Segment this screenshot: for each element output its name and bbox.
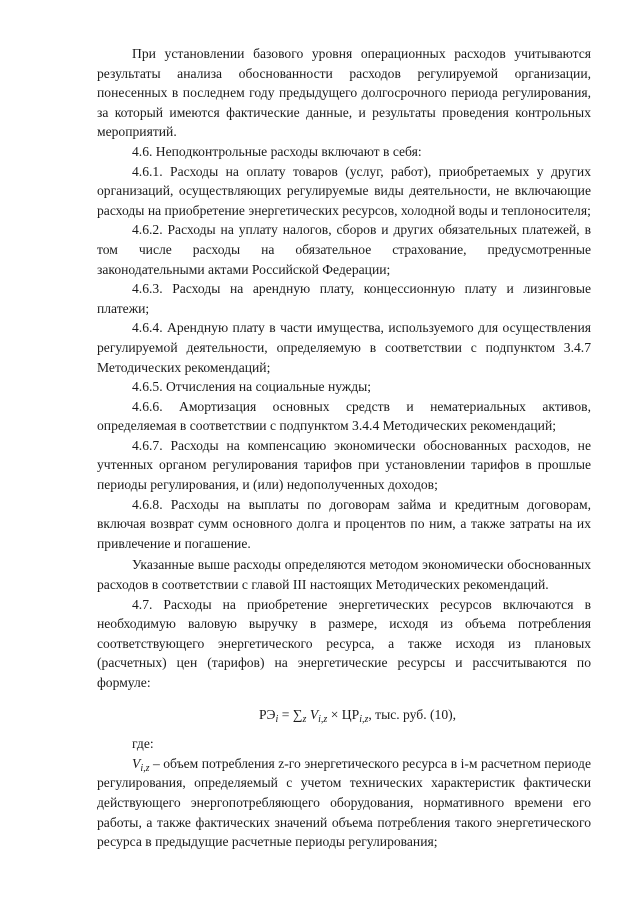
paragraph-4-6-8: 4.6.8. Расходы на выплаты по договорам займа и кредитным договорам, включая возврат сумм основного долга и процентов по ним, а также затраты на их привлечение и погашение. — [97, 496, 591, 551]
paragraph-4-7: 4.7. Расходы на приобретение энергетических ресурсов включаются в необходимую валовую выручку в размере, исходя из объема потребления соответствующего энергетического ресурса, а также исходя из плановых (расчетных) цен (тарифов) на энергетические ресурсы и рассчитываются по формуле: — [97, 596, 591, 690]
paragraph-method-note: Указанные выше расходы определяются методом экономически обоснованных расходов в соответствии с главой III настоящих Методических рекомендаций. — [97, 557, 591, 593]
definition-var-sub: i,z — [140, 762, 150, 774]
formula-lhs-sub: i — [275, 713, 279, 725]
formula-10 — [97, 705, 591, 725]
definition-text: – объем потребления z-го энергетического ресурса в i-м расчетном периоде регулирования, определяемый с учетом технических характеристик фактически действующего энергопотребляющего оборудования, нормативного времени его работы, а также фактических значений объема потребления такого энергетического ресурса в предыдущие расчетные периоды регулирования; — [97, 755, 591, 850]
paragraph-4-6-7: 4.6.7. Расходы на компенсацию экономически обоснованных расходов, не учтенных органом регулирования тарифов при установлении тарифов в прошлые периоды регулирования, и (или) недополученных доходов; — [97, 437, 591, 493]
formula-sum-sub: z — [302, 713, 307, 725]
paragraph-4-6-3: 4.6.3. Расходы на арендную плату, концессионную плату и лизинговые платежи; — [97, 281, 591, 316]
paragraph-base-opex: При установлении базового уровня операционных расходов учитываются результаты анализа обоснованности расходов регулируемой организации, понесенных в последнем году предыдущего долгосрочного периода регулирования, за который имеются фактические данные, и результаты проведения контрольных мероприятий. — [97, 46, 591, 140]
where-label: где: — [132, 736, 154, 752]
formula-equals: = — [281, 706, 290, 722]
definition-var: V — [132, 755, 141, 771]
formula-price: ЦР — [341, 706, 360, 722]
formula-volume: V — [309, 706, 319, 722]
paragraph-4-6-6: 4.6.6. Амортизация основных средств и нематериальных активов, определяемая в соответствии с подпунктом 3.4.4 Методических рекомендаций; — [97, 398, 591, 434]
formula-suffix: , тыс. руб. (10), — [368, 706, 457, 722]
paragraph-4-6-5: 4.6.5. Отчисления на социальные нужды; — [132, 379, 372, 395]
formula-lhs: РЭ — [259, 706, 276, 722]
formula-sum: ∑ — [292, 706, 303, 722]
paragraph-4-6: 4.6. Неподконтрольные расходы включают в себя: — [132, 143, 422, 159]
formula-volume-sub: i,z — [318, 713, 328, 725]
formula-times: × — [330, 706, 339, 722]
paragraph-4-6-2: 4.6.2. Расходы на уплату налогов, сборов и других обязательных платежей, в том числе расходы на обязательное страхование, предусмотренные законодательными актами Российской Федерации; — [97, 222, 591, 277]
definition-volume — [97, 754, 591, 852]
formula-price-sub: i,z — [359, 713, 369, 725]
paragraph-4-6-4: 4.6.4. Арендную плату в части имущества, используемого для осуществления регулируемой деятельности, определяемую в соответствии с подпунктом 3.4.7 Методических рекомендаций; — [97, 320, 591, 375]
paragraph-4-6-1: 4.6.1. Расходы на оплату товаров (услуг, работ), приобретаемых у других организаций, осуществляющих регулируемые виды деятельности, не включающие расходы на приобретение энергетических ресурсов, холодной воды и теплоносителя; — [97, 163, 591, 218]
